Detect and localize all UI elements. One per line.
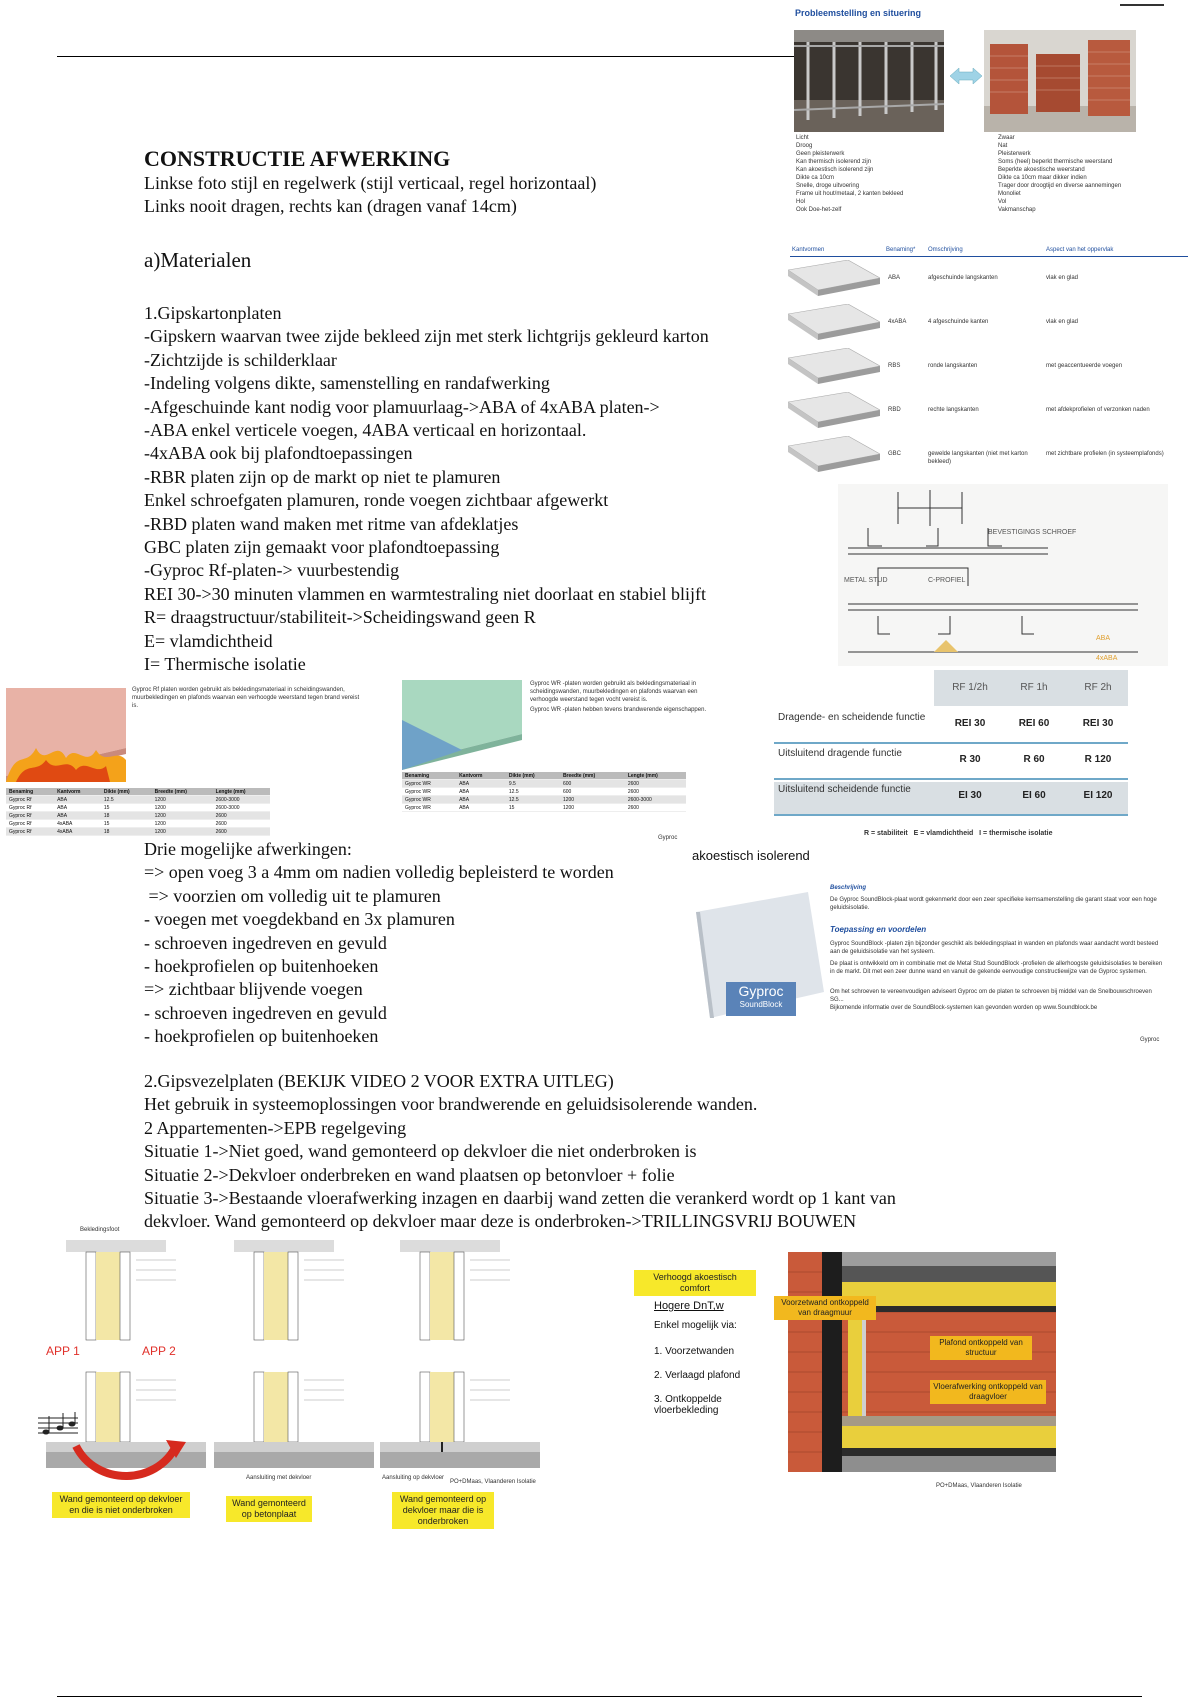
acoustic-item-2: 2. Verlaagd plafond: [654, 1370, 741, 1381]
sketch-note-2: C-PROFIEL: [928, 577, 966, 584]
spec-row: [6, 820, 270, 828]
spec-cell: ABA: [456, 780, 506, 788]
rei-row-label: Uitsluitend scheidende functie: [778, 784, 911, 795]
gipskarton-line: -Indeling volgens dikte, samenstelling en randafwerking: [144, 373, 550, 394]
lightweight-wall-item: Droog: [796, 143, 813, 149]
spec-cell: 1200: [152, 796, 213, 804]
app-label-1: Wand gemonteerd op dekvloer en die is niet onderbroken: [52, 1492, 190, 1518]
gipskarton-line: -Gipskern waarvan twee zijde bekleed zijn met sterk lichtgrijs gekleurd karton: [144, 326, 709, 347]
gipsvezel-line: Situatie 2->Dekvloer onderbreken en wand plaatsen op betonvloer + folie: [144, 1164, 675, 1185]
gyproc-logo: [726, 982, 796, 1016]
masonry-wall-item: Vakmanschap: [998, 207, 1036, 213]
rei-column-header: RF 1/2h: [952, 682, 988, 693]
app-caption-1: Bekledingsfoot: [80, 1227, 120, 1233]
spec-cell: 15: [101, 804, 152, 812]
afwerking-line: - hoekprofielen op buitenhoeken: [144, 1026, 379, 1047]
problem-title: Probleemstelling en situering: [795, 8, 922, 18]
spec-cell: 2600: [625, 804, 686, 812]
spec-cell: 4xABA: [54, 828, 101, 836]
brick-wall-photo: [984, 30, 1136, 132]
spec-cell: 2600-3000: [213, 804, 270, 812]
rei-row-label: Uitsluitend dragende functie: [778, 748, 902, 759]
masonry-wall-item: Zwaar: [998, 135, 1015, 141]
spec-cell: 2600: [213, 828, 270, 836]
spec-row: [6, 812, 270, 820]
spec-cell: 1200: [152, 804, 213, 812]
sb-paragraph-5: Bijkomende informatie over de SoundBlock-systemen kan gevonden worden op www.Soundblock.be: [830, 1005, 1098, 1011]
edge-header-rule: [790, 256, 1188, 257]
masonry-wall-item: Vol: [998, 199, 1007, 205]
spec-header: Benaming: [402, 772, 456, 780]
spec-cell: 15: [101, 820, 152, 828]
edge-header-1: Benaming*: [886, 247, 916, 253]
afwerking-line: - schroeven ingedreven en gevuld: [144, 1002, 387, 1023]
lightweight-wall-list: [796, 134, 903, 214]
edge-type-table: [786, 246, 1194, 468]
spec-cell: 12.5: [101, 796, 152, 804]
sketch-note-3: BEVESTIGINGS SCHROEF: [988, 529, 1077, 536]
sb-brand: Gyproc: [1140, 1037, 1160, 1043]
edge-code: ABA: [888, 275, 901, 281]
lightweight-wall-item: Kan thermisch isolerend zijn: [796, 159, 872, 165]
spec-header: Breedte (mm): [152, 788, 213, 796]
gipskarton-line: GBC platen zijn gemaakt voor plafondtoepassing: [144, 537, 500, 557]
spec-cell: ABA: [456, 788, 506, 796]
spec-cell: 12.5: [506, 796, 560, 804]
app2-label: APP 2: [142, 1344, 176, 1358]
spec-cell: Gyproc Rf: [6, 812, 54, 820]
spec-header: Kantvorm: [456, 772, 506, 780]
spec-cell: 600: [560, 788, 625, 796]
spec-cell: 2600-3000: [213, 796, 270, 804]
rei-value: R 120: [1084, 754, 1112, 765]
acoustic-subtitle: Hogere DnT,w: [654, 1300, 724, 1312]
gipskarton-line: -ABA enkel verticele voegen, 4ABA verticaal en horizontaal.: [144, 420, 587, 440]
sketch-note-5: 4xABA: [1096, 655, 1118, 662]
masonry-wall-item: Dikte ca 10cm maar dikker indien: [998, 175, 1087, 181]
app1-label: APP 1: [46, 1344, 80, 1358]
spec-cell: Gyproc Rf: [6, 820, 54, 828]
app-caption-3: Aansluiting op dekvloer: [382, 1475, 445, 1481]
spec-header: Dikte (mm): [506, 772, 560, 780]
intro-line-1: Linkse foto stijl en regelwerk (stijl verticaal, regel horizontaal): [144, 173, 597, 193]
lightweight-wall-item: Geen pleisterwerk: [796, 151, 845, 157]
edge-header-2: Omschrijving: [928, 247, 963, 253]
acoustic-intro: Enkel mogelijk via:: [654, 1320, 737, 1331]
spec-cell: ABA: [456, 796, 506, 804]
gyproc-logo-sub: SoundBlock: [739, 1000, 783, 1009]
soundblock-title: akoestisch isolerend: [692, 848, 810, 863]
rei-value: EI 30: [958, 790, 982, 801]
edge-header-3: Aspect van het oppervlak: [1046, 247, 1114, 253]
spec-cell: 2600: [213, 820, 270, 828]
afwerking-line: - hoekprofielen op buitenhoeken: [144, 956, 379, 976]
afwerking-line: => voorzien om volledig uit te plamuren: [144, 885, 441, 906]
spec-header: Lengte (mm): [625, 772, 686, 780]
footer-rule: [57, 1696, 1142, 1697]
rei-value: EI 60: [1022, 790, 1046, 801]
gipskarton-line: E= vlamdichtheid: [144, 630, 273, 651]
wall-section-drawing: [214, 1240, 374, 1472]
page-title: CONSTRUCTIE AFWERKING: [144, 146, 451, 171]
moisture-board-image: [402, 680, 522, 770]
edge-description: gewelde langskanten (niet met karton bekleed): [928, 451, 1028, 465]
spec-cell: 4xABA: [54, 820, 101, 828]
soundblock-panel: [690, 872, 1174, 1052]
spec-cell: Gyproc WR: [402, 796, 456, 804]
metal-stud-sketch: [838, 484, 1168, 666]
edge-surface: met geaccentueerde voegen: [1046, 363, 1123, 369]
spec-header: Lengte (mm): [213, 788, 270, 796]
lightweight-wall-item: Licht: [796, 135, 809, 141]
lightweight-wall-item: Hol: [796, 199, 806, 205]
spec-cell: 18: [101, 828, 152, 836]
gipskarton-line: -Zichtzijde is schilderklaar: [144, 349, 337, 370]
edge-code: RBS: [888, 363, 901, 369]
acoustic-credit: PO+DMaas, Vlaanderen Isolatie: [936, 1483, 1022, 1489]
app-caption-2: Aansluiting met dekvloer: [246, 1475, 312, 1481]
edge-description: ronde langskanten: [928, 363, 978, 369]
edge-code: 4xABA: [888, 319, 907, 325]
sketch-note-4: ABA: [1096, 635, 1111, 642]
spec-header: Dikte (mm): [101, 788, 152, 796]
acoustic-callout-1: Voorzetwand ontkoppeld van draagmuur: [774, 1296, 876, 1320]
sb-paragraph-2: Gyproc SoundBlock -platen zijn bijzonder geschikt als bekledingsplaat in wanden en plafonds waar aandacht wordt besteed aan de geluidsisolatie van het systeem.: [830, 941, 1159, 955]
spec-cell: 12.5: [506, 788, 560, 796]
acoustic-callout-3: Vloerafwerking ontkoppeld van draagvloer: [930, 1380, 1046, 1404]
wall-section-drawing: [380, 1240, 540, 1472]
sb-heading-2: Toepassing en voordelen: [830, 925, 927, 934]
gyproc-logo-text: Gyproc: [738, 983, 784, 999]
acoustic-tag: Verhoogd akoestisch comfort: [634, 1270, 756, 1296]
spec-cell: Gyproc Rf: [6, 828, 54, 836]
spec-cell: Gyproc WR: [402, 788, 456, 796]
edge-description: rechte langskanten: [928, 407, 979, 413]
spec-header: Kantvorm: [54, 788, 101, 796]
gipskarton-line: REI 30->30 minuten vlammen en warmtestraling niet doorlaat en stabiel blijft: [144, 583, 707, 604]
gipskarton-line: -RBR platen zijn op de markt op niet te plamuren: [144, 466, 501, 487]
sketch-note-1: METAL STUD: [844, 577, 888, 584]
spec-cell: 1200: [152, 812, 213, 820]
edge-description: 4 afgeschuinde kanten: [928, 319, 989, 325]
masonry-wall-item: Trager door droogtijd en diverse aannemingen: [998, 183, 1122, 189]
intro-line-2: Links nooit dragen, rechts kan (dragen vanaf 14cm): [144, 196, 517, 216]
sb-paragraph-1: De Gyproc SoundBlock-plaat wordt gekenmerkt door een zeer specifieke kernsamenstelling die garant staat voor een hoge geluidsisolatie.: [830, 897, 1157, 911]
rf-caption: Gyproc Rf platen worden gebruikt als bekledingsmateriaal in scheidingswanden, muurbekledingen en plafonds waarvan een verhoogde weerstand tegen brand vereist is.: [132, 687, 360, 709]
gipsvezel-line: Het gebruik in systeemoplossingen voor brandwerende en geluidsisolerende wanden.: [144, 1094, 758, 1115]
spec-row: [6, 796, 270, 804]
masonry-wall-item: Monoliet: [998, 191, 1021, 197]
building-section-image: [788, 1252, 1056, 1472]
spec-cell: ABA: [54, 804, 101, 812]
afwerking-line: - schroeven ingedreven en gevuld: [144, 932, 387, 953]
sb-paragraph-3: De plaat is ontwikkeld om in combinatie met de Metal Stud SoundBlock -profielen de allerhoogste geluidsisolaties te bereiken in de markt. Dit met een zeer dunne wand en vanuit de gekende eenvoudige constructiewijze van de Gyproc systemen.: [830, 961, 1163, 975]
gipskarton-line: Enkel schroefgaten plamuren, ronde voegen zichtbaar afgewerkt: [144, 490, 609, 511]
masonry-wall-item: Beperkte akoestische weerstand: [998, 167, 1085, 173]
gipskarton-line: 1.Gipskartonplaten: [144, 303, 282, 323]
wr-spec-table: [402, 772, 686, 812]
spec-row: [402, 804, 686, 812]
spec-cell: ABA: [54, 812, 101, 820]
spec-cell: ABA: [54, 796, 101, 804]
rf-spec-table: [6, 788, 270, 836]
edge-description: afgeschuinde langskanten: [928, 275, 998, 281]
spec-cell: 2600: [213, 812, 270, 820]
app-label-2: Wand gemonteerd op betonplaat: [226, 1496, 312, 1522]
lightweight-wall-item: Dikte ca 10cm: [796, 175, 835, 181]
gipsvezel-line: Situatie 1->Niet goed, wand gemonteerd op dekvloer die niet onderbroken is: [144, 1141, 697, 1162]
spec-row: [402, 796, 686, 804]
edge-code: GBC: [888, 451, 902, 457]
rei-row-label: Dragende- en scheidende functie: [778, 712, 926, 723]
rei-value: R 30: [959, 754, 981, 765]
lightweight-wall-item: Kan akoestisch isolerend zijn: [796, 167, 874, 173]
rei-value: EI 120: [1083, 790, 1113, 801]
sound-path-arrow-icon: [66, 1436, 186, 1486]
spec-row: [402, 788, 686, 796]
apartment-wall-figure: [36, 1227, 566, 1530]
wr-brand: Gyproc: [658, 835, 678, 841]
rei-value: REI 30: [954, 718, 986, 729]
board-edge-image: [788, 304, 880, 342]
spec-cell: 18: [101, 812, 152, 820]
edge-surface: met zichtbare profielen (in systeemplafonds): [1046, 451, 1164, 457]
spec-header: Benaming: [6, 788, 54, 796]
spec-row: [6, 804, 270, 812]
board-edge-image: [788, 348, 880, 386]
rei-column-header: RF 2h: [1084, 682, 1112, 693]
spec-cell: 1200: [152, 828, 213, 836]
spec-row: [402, 780, 686, 788]
edge-code: RBD: [888, 407, 901, 413]
lightweight-wall-item: Snelle, droge uitvoering: [796, 183, 860, 189]
gipsvezel-line: 2.Gipsvezelplaten (BEKIJK VIDEO 2 VOOR EXTRA UITLEG): [144, 1071, 614, 1091]
edge-header-0: Kantvormen: [792, 247, 825, 253]
rei-legend: R = stabiliteit E = vlamdichtheid I = thermische isolatie: [864, 830, 1053, 837]
edge-surface: vlak en glad: [1046, 275, 1079, 281]
spec-cell: 15: [506, 804, 560, 812]
rei-value: REI 30: [1082, 718, 1114, 729]
spec-cell: 2600: [625, 788, 686, 796]
spec-cell: 2600-3000: [625, 796, 686, 804]
spec-cell: Gyproc WR: [402, 804, 456, 812]
gipskarton-line: R= draagstructuur/stabiliteit->Scheidingswand geen R: [144, 607, 536, 628]
acoustic-comfort-figure: [626, 1240, 1066, 1500]
sb-heading-1: Beschrijving: [830, 885, 867, 891]
spec-cell: ABA: [456, 804, 506, 812]
stud-frame-photo: [794, 30, 944, 132]
acoustic-item-1: 1. Voorzetwanden: [654, 1346, 735, 1357]
spec-cell: Gyproc WR: [402, 780, 456, 788]
spec-cell: 1200: [560, 796, 625, 804]
edge-surface: met afdekprofielen of verzonken naden: [1046, 407, 1150, 413]
app-credit: PO+DMaas, Vlaanderen Isolatie: [450, 1479, 536, 1485]
masonry-wall-item: Nat: [998, 143, 1008, 149]
gipsvezel-line: Situatie 3->Bestaande vloerafwerking inzagen en daarbij wand zetten die verankerd wordt op 1 kant van: [144, 1188, 896, 1208]
fire-board-image: [6, 688, 126, 782]
masonry-wall-item: Pleisterwerk: [998, 151, 1031, 157]
wr-board-panel: [400, 678, 720, 844]
rei-row-rule: [774, 814, 1128, 816]
gipskarton-line: -Afgeschuinde kant nodig voor plamuurlaag->ABA of 4xABA platen->: [144, 396, 660, 417]
masonry-wall-item: Soms (heel) beperkt thermische weerstand: [998, 159, 1113, 165]
spec-cell: 1200: [560, 804, 625, 812]
edge-surface: vlak en glad: [1046, 319, 1079, 325]
rf-board-panel: [4, 684, 364, 844]
gipsvezel-line: 2 Appartementen->EPB regelgeving: [144, 1117, 407, 1138]
wr-caption-2: Gyproc WR -platen hebben tevens brandwerende eigenschappen.: [530, 707, 707, 713]
spec-header: Breedte (mm): [560, 772, 625, 780]
problem-figure: [790, 0, 1190, 245]
spec-cell: Gyproc Rf: [6, 796, 54, 804]
sb-paragraph-4: Om het schroeven te vereenvoudigen adviseert Gyproc om de platen te schroeven bij middel van de Snelbouwschroeven SG...: [830, 989, 1152, 1003]
gipskarton-line: -RBD platen wand maken met ritme van afdeklatjes: [144, 513, 519, 534]
afwerking-line: - voegen met voegdekband en 3x plamuren: [144, 909, 455, 930]
afwerking-line: => open voeg 3 a 4mm om nadien volledig bepleisterd te worden: [144, 862, 614, 883]
spec-cell: 1200: [152, 820, 213, 828]
board-edge-image: [788, 436, 880, 474]
gipskarton-line: -4xABA ook bij plafondtoepassingen: [144, 443, 413, 464]
gipsvezel-line: dekvloer. Wand gemonteerd op dekvloer maar deze is onderbroken->TRILLINGSVRIJ BOUWEN: [144, 1211, 857, 1232]
double-arrow-icon: [950, 66, 982, 86]
wr-caption: Gyproc WR -platen worden gebruikt als bekledingsmateriaal in scheidingswanden, muurbekledingen en plafonds waarvan een verhoogde weerstand tegen vocht vereist is.: [530, 681, 698, 703]
acoustic-item-3: 3. Ontkoppelde vloerbekleding: [654, 1394, 722, 1416]
gipskarton-line: -Gyproc Rf-platen-> vuurbestendig: [144, 560, 400, 581]
spec-cell: 600: [560, 780, 625, 788]
acoustic-callout-2: Plafond ontkoppeld van structuur: [930, 1336, 1032, 1360]
afwerking-line: Drie mogelijke afwerkingen:: [144, 839, 352, 859]
spec-cell: 9.5: [506, 780, 560, 788]
rei-value: R 60: [1023, 754, 1045, 765]
board-edge-image: [788, 392, 880, 430]
spec-cell: 2600: [625, 780, 686, 788]
gipskarton-line: I= Thermische isolatie: [144, 654, 306, 674]
board-edge-image: [788, 260, 880, 298]
lightweight-wall-item: Ook Doe-het-zelf: [796, 207, 842, 213]
header-rule: [57, 56, 795, 57]
masonry-wall-list: [998, 134, 1121, 214]
rei-column-header: RF 1h: [1020, 682, 1048, 693]
spec-row: [6, 828, 270, 836]
rei-table: [774, 668, 1134, 848]
rei-row-rule: [774, 778, 1128, 780]
app-label-3: Wand gemonteerd op dekvloer maar die is onderbroken: [392, 1492, 494, 1529]
rei-value: REI 60: [1018, 718, 1050, 729]
afwerking-line: => zichtbaar blijvende voegen: [144, 979, 363, 1000]
lightweight-wall-item: Frame uit hout/metaal, 2 kanten bekleed: [796, 191, 904, 197]
rei-row-rule: [774, 742, 1128, 744]
section-heading: a)Materialen: [144, 248, 252, 272]
spec-cell: Gyproc Rf: [6, 804, 54, 812]
